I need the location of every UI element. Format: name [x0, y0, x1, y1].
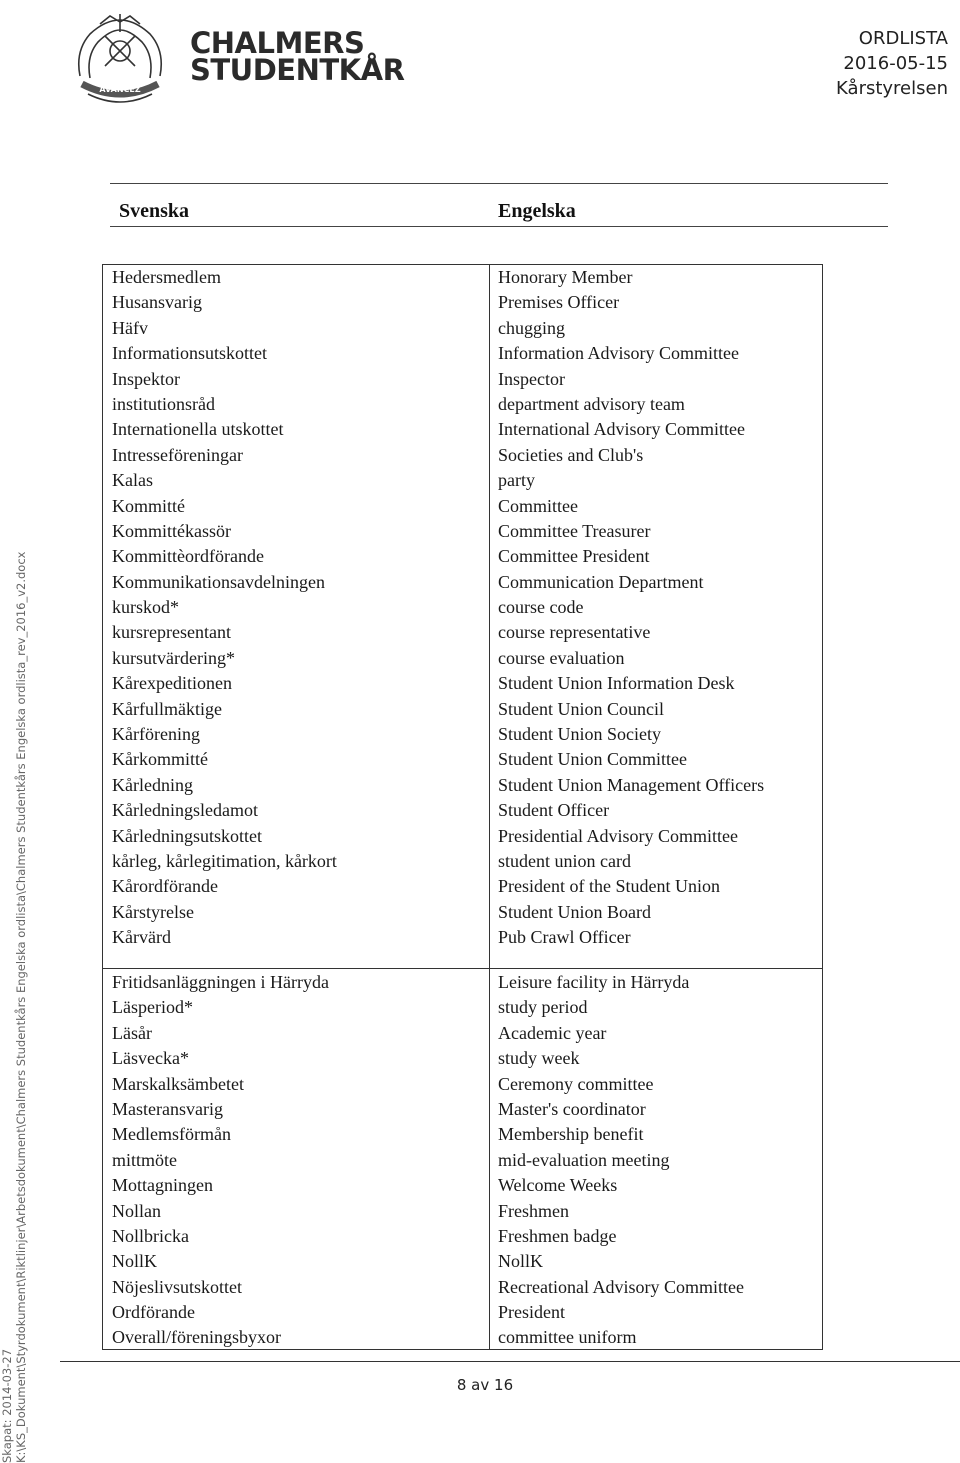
file-path: K:\KS_Dokument\Styrdokument\Riktlinjer\Arbetsdokument\Chalmers Studentkårs Engelska ordlista\Chalmers Studentkårs Engelska ordlista_rev_2016_v2.docx: [14, 551, 28, 1463]
glossary-term: Kalas: [112, 470, 153, 491]
glossary-term: Kårvärd: [112, 927, 171, 948]
glossary-term: study period: [498, 997, 588, 1018]
glossary-term: Kårledningsutskottet: [112, 825, 262, 846]
glossary-term: Welcome Weeks: [498, 1175, 618, 1196]
glossary-term: Kårförening: [112, 724, 200, 745]
glossary-term: Masteransvarig: [112, 1098, 223, 1119]
glossary-term: department advisory team: [498, 393, 685, 414]
group-divider: [103, 968, 822, 969]
glossary-term: committee uniform: [498, 1327, 637, 1348]
glossary-term: Freshmen badge: [498, 1225, 617, 1246]
column-heading-english: Engelska: [498, 200, 576, 222]
glossary-term: Kommittèordförande: [112, 546, 264, 567]
glossary-term: Leisure facility in Härryda: [498, 972, 690, 992]
glossary-term: Fritidsanläggningen i Härryda: [112, 972, 329, 992]
glossary-term: Kårkommitté: [112, 749, 208, 770]
document-meta: [836, 26, 948, 101]
glossary-term: Marskalksämbetet: [112, 1073, 244, 1094]
glossary-term: Inspektor: [112, 368, 180, 389]
glossary-term: mid-evaluation meeting: [498, 1149, 670, 1170]
glossary-term: kurskod*: [112, 597, 179, 618]
glossary-table: [102, 264, 823, 1350]
glossary-term: Membership benefit: [498, 1124, 644, 1145]
glossary-term: Pub Crawl Officer: [498, 927, 631, 948]
glossary-term: President of the Student Union: [498, 876, 720, 897]
glossary-term: Societies and Club's: [498, 444, 644, 465]
glossary-term: party: [498, 470, 535, 491]
glossary-term: Presidential Advisory Committee: [498, 825, 738, 846]
glossary-term: Nollbricka: [112, 1225, 189, 1246]
glossary-term: Honorary Member: [498, 267, 633, 287]
glossary-term: Hedersmedlem: [112, 267, 221, 287]
glossary-term: Nöjeslivsutskottet: [112, 1276, 242, 1297]
glossary-term: Läsvecka*: [112, 1048, 189, 1069]
english-terms-group2: [498, 970, 744, 1351]
glossary-term: Communication Department: [498, 571, 704, 592]
glossary-term: Student Union Committee: [498, 749, 687, 770]
column-divider: [489, 265, 490, 1349]
glossary-term: Informationsutskottet: [112, 343, 267, 364]
glossary-term: chugging: [498, 317, 565, 338]
glossary-term: course evaluation: [498, 647, 625, 668]
glossary-term: Kommunikationsavdelningen: [112, 571, 325, 592]
glossary-term: kursrepresentant: [112, 622, 231, 643]
glossary-term: Student Officer: [498, 800, 610, 821]
glossary-term: Kårfullmäktige: [112, 698, 222, 719]
glossary-term: Kårexpeditionen: [112, 673, 232, 694]
glossary-term: study week: [498, 1048, 580, 1069]
glossary-term: NollK: [498, 1251, 543, 1272]
glossary-term: Kårordförande: [112, 876, 218, 897]
org-name-line2: STUDENTKÅR: [190, 53, 405, 87]
glossary-term: Läsperiod*: [112, 997, 193, 1018]
glossary-term: Recreational Advisory Committee: [498, 1276, 744, 1297]
glossary-term: course representative: [498, 622, 651, 643]
swedish-terms-group2: [112, 970, 329, 1351]
glossary-term: Student Union Management Officers: [498, 774, 765, 795]
glossary-term: student union card: [498, 850, 631, 871]
glossary-term: Kårstyrelse: [112, 901, 194, 922]
glossary-term: Kårledning: [112, 774, 193, 795]
glossary-term: NollK: [112, 1251, 157, 1272]
org-name-line1: CHALMERS: [190, 26, 365, 60]
glossary-term: Kommitté: [112, 495, 185, 516]
glossary-term: Ceremony committee: [498, 1073, 654, 1094]
glossary-term: Inspector: [498, 368, 565, 389]
glossary-term: Medlemsförmån: [112, 1124, 231, 1145]
heading-rule-bottom: [110, 226, 888, 227]
glossary-term: Student Union Board: [498, 901, 651, 922]
svg-text:AVANCEZ: AVANCEZ: [99, 85, 141, 94]
glossary-term: Intresseföreningar: [112, 444, 243, 465]
column-heading-swedish: Svenska: [119, 200, 190, 222]
glossary-term: institutionsråd: [112, 393, 215, 414]
english-terms-group1: [498, 265, 764, 951]
glossary-term: kursutvärdering*: [112, 647, 235, 668]
glossary-term: Academic year: [498, 1022, 607, 1043]
glossary-term: Committee President: [498, 546, 650, 567]
glossary-term: Overall/föreningsbyxor: [112, 1327, 281, 1348]
glossary-term: Student Union Council: [498, 698, 664, 719]
heading-rule-top: [110, 183, 888, 184]
glossary-term: Husansvarig: [112, 292, 202, 313]
glossary-term: Information Advisory Committee: [498, 343, 739, 364]
glossary-term: Committee: [498, 495, 578, 516]
glossary-term: kårleg, kårlegitimation, kårkort: [112, 850, 337, 871]
glossary-term: Kårledningsledamot: [112, 800, 258, 821]
glossary-term: course code: [498, 597, 584, 618]
organization-name: [190, 26, 405, 87]
glossary-term: Student Union Information Desk: [498, 673, 735, 694]
glossary-term: Premises Officer: [498, 292, 620, 313]
glossary-term: Student Union Society: [498, 724, 661, 745]
doc-date: 2016-05-15: [843, 53, 948, 74]
footer-rule: [60, 1361, 960, 1362]
glossary-term: mittmöte: [112, 1149, 177, 1170]
doc-type: ORDLISTA: [858, 28, 948, 49]
created-date: Skapat: 2014-03-27: [0, 1348, 14, 1463]
swedish-terms-group1: [112, 265, 337, 951]
glossary-term: Internationella utskottet: [112, 419, 284, 440]
glossary-term: Ordförande: [112, 1302, 195, 1323]
glossary-term: Master's coordinator: [498, 1098, 646, 1119]
glossary-term: Häfv: [112, 317, 148, 338]
glossary-term: Committee Treasurer: [498, 520, 651, 541]
glossary-term: Nollan: [112, 1200, 161, 1221]
glossary-term: Freshmen: [498, 1200, 569, 1221]
glossary-term: Läsår: [112, 1022, 152, 1043]
document-path-sidebar: [0, 552, 28, 1463]
glossary-term: International Advisory Committee: [498, 419, 745, 440]
page-number: 8 av 16: [456, 1376, 514, 1394]
glossary-term: Mottagningen: [112, 1175, 213, 1196]
chalmers-seal-logo: [60, 6, 180, 116]
glossary-term: Kommittékassör: [112, 520, 231, 541]
glossary-term: President: [498, 1302, 565, 1323]
doc-issuer: Kårstyrelsen: [836, 78, 948, 99]
